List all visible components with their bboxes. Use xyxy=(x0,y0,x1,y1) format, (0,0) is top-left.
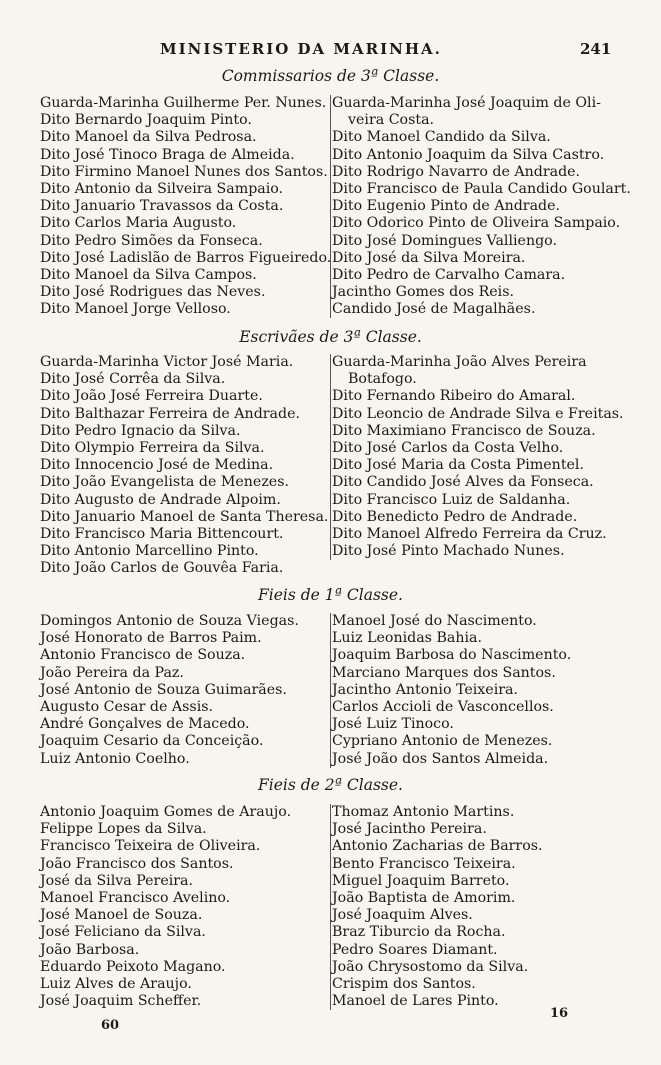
section-fieis-1-left-column xyxy=(40,613,325,768)
name-entry: Dito Candido José Alves da Fonseca. xyxy=(332,474,594,491)
name-entry: Dito Maximiano Francisco de Souza. xyxy=(332,422,596,439)
section-title-commissarios: Commissarios de 3ª Classe. xyxy=(221,67,440,85)
name-entry: Dito Olympio Ferreira da Silva. xyxy=(40,439,265,456)
name-entry: José Joaquim Alves. xyxy=(332,907,473,924)
name-entry: Pedro Soares Diamant. xyxy=(332,941,498,958)
name-entry: João Pereira da Paz. xyxy=(40,664,184,681)
name-entry: Dito Bernardo Joaquim Pinto. xyxy=(40,112,252,129)
name-entry: Marciano Marques dos Santos. xyxy=(332,664,556,681)
name-entry: José Feliciano da Silva. xyxy=(40,924,206,941)
section-fieis-2-left-column xyxy=(40,804,325,1010)
name-entry: Cypriano Antonio de Menezes. xyxy=(332,733,553,750)
name-entry: Domingos Antonio de Souza Viegas. xyxy=(40,613,299,629)
name-entry: José Antonio de Souza Guimarães. xyxy=(40,681,287,698)
name-entry: Dito Pedro de Carvalho Camara. xyxy=(332,266,566,283)
name-entry: Miguel Joaquim Barreto. xyxy=(332,872,510,889)
name-entry: Manoel Francisco Avelino. xyxy=(40,889,231,906)
page-number: 241 xyxy=(580,40,612,58)
name-entry: Dito Francisco de Paula Candido Goulart. xyxy=(332,180,631,197)
name-entry: Dito Francisco Maria Bittencourt. xyxy=(40,525,284,542)
name-entry: Dito João José Ferreira Duarte. xyxy=(40,388,263,405)
name-entry: Guarda-Marinha Guilherme Per. Nunes. xyxy=(40,95,327,111)
name-entry: Augusto Cesar de Assis. xyxy=(40,698,214,715)
name-entry: Carlos Accioli de Vasconcellos. xyxy=(332,698,554,715)
name-entry: Dito José Tinoco Braga de Almeida. xyxy=(40,146,295,163)
name-entry: José Honorato de Barros Paim. xyxy=(40,630,262,647)
name-entry: Guarda-Marinha José Joaquim de Oli- xyxy=(332,95,601,111)
name-entry: Botafogo. xyxy=(348,371,417,388)
name-entry: Dito José da Silva Moreira. xyxy=(332,249,526,266)
name-entry: José da Silva Pereira. xyxy=(40,872,194,889)
name-entry: Braz Tiburcio da Rocha. xyxy=(332,924,506,941)
name-entry: Dito Fernando Ribeiro do Amaral. xyxy=(332,388,576,405)
name-entry: Dito João Carlos de Gouvêa Faria. xyxy=(40,560,284,577)
name-entry: Crispim dos Santos. xyxy=(332,975,476,992)
name-entry: João Chrysostomo da Silva. xyxy=(332,958,529,975)
name-entry: Dito Pedro Ignacio da Silva. xyxy=(40,422,241,439)
name-entry: Luiz Leonidas Bahia. xyxy=(332,630,482,647)
name-entry: Francisco Teixeira de Oliveira. xyxy=(40,838,261,855)
name-entry: Dito Antonio da Silveira Sampaio. xyxy=(40,180,284,197)
name-entry: Dito Rodrigo Navarro de Andrade. xyxy=(332,163,581,180)
name-entry: José João dos Santos Almeida. xyxy=(332,750,549,767)
name-entry: Joaquim Barbosa do Nascimento. xyxy=(332,647,572,664)
name-entry: Dito Januario Manoel de Santa Theresa. xyxy=(40,508,329,525)
name-entry: Dito Januario Travassos da Costa. xyxy=(40,198,284,215)
name-entry: Dito Carlos Maria Augusto. xyxy=(40,215,237,232)
name-entry: Dito Odorico Pinto de Oliveira Sampaio. xyxy=(332,215,621,232)
name-entry: Dito Francisco Luiz de Saldanha. xyxy=(332,491,571,508)
name-entry: Dito José Maria da Costa Pimentel. xyxy=(332,457,584,474)
name-entry: Luiz Alves de Araujo. xyxy=(40,975,192,992)
section-title-fieis-1: Fieis de 1ª Classe. xyxy=(258,586,403,604)
name-entry: Luiz Antonio Coelho. xyxy=(40,750,190,767)
name-entry: Guarda-Marinha Victor José Maria. xyxy=(40,354,294,370)
footer-left-number: 60 xyxy=(101,1018,120,1033)
section-fieis-1-right-column xyxy=(330,613,632,768)
name-entry: Dito José Corrêa da Silva. xyxy=(40,371,226,388)
name-entry: Dito Pedro Simões da Fonseca. xyxy=(40,232,263,249)
page-title: MINISTERIO DA MARINHA. xyxy=(160,40,442,58)
name-entry: Dito Firmino Manoel Nunes dos Santos. xyxy=(40,163,328,180)
name-entry: Dito Innocencio José de Medina. xyxy=(40,457,274,474)
name-entry: Dito Eugenio Pinto de Andrade. xyxy=(332,198,561,215)
section-title-fieis-2: Fieis de 2ª Classe. xyxy=(258,776,403,794)
name-entry: José Joaquim Scheffer. xyxy=(40,993,202,1010)
name-entry: Dito Manoel Candido da Silva. xyxy=(332,129,551,146)
section-commissarios-right-column xyxy=(330,95,632,318)
name-entry: André Gonçalves de Macedo. xyxy=(40,716,250,733)
page-header xyxy=(0,40,661,64)
name-entry: Jacintho Gomes dos Reis. xyxy=(332,284,514,301)
name-entry: Guarda-Marinha João Alves Pereira xyxy=(332,354,587,370)
name-entry: Dito João Evangelista de Menezes. xyxy=(40,474,289,491)
name-entry: Dito Manoel da Silva Campos. xyxy=(40,266,257,283)
name-entry: João Barbosa. xyxy=(40,941,140,958)
name-entry: Dito José Domingues Valliengo. xyxy=(332,232,557,249)
name-entry: Manoel José do Nascimento. xyxy=(332,613,537,629)
name-entry: João Francisco dos Santos. xyxy=(40,855,234,872)
name-entry: Dito Leoncio de Andrade Silva e Freitas. xyxy=(332,405,624,422)
name-entry: Antonio Joaquim Gomes de Araujo. xyxy=(40,804,292,820)
name-entry: Felippe Lopes da Silva. xyxy=(40,821,207,838)
name-entry: Eduardo Peixoto Magano. xyxy=(40,958,226,975)
section-fieis-2-right-column xyxy=(330,804,632,1010)
name-entry: veira Costa. xyxy=(348,112,435,129)
footer-right-number: 16 xyxy=(550,1006,569,1021)
name-entry: Dito José Carlos da Costa Velho. xyxy=(332,439,564,456)
name-entry: José Luiz Tinoco. xyxy=(332,716,454,733)
name-entry: Dito Benedicto Pedro de Andrade. xyxy=(332,508,578,525)
name-entry: José Jacintho Pereira. xyxy=(332,821,487,838)
name-entry: Dito Manoel Jorge Velloso. xyxy=(40,301,231,318)
name-entry: Antonio Francisco de Souza. xyxy=(40,647,246,664)
name-entry: José Manoel de Souza. xyxy=(40,907,203,924)
name-entry: Candido José de Magalhães. xyxy=(332,301,536,318)
name-entry: Dito José Rodrigues das Neves. xyxy=(40,284,266,301)
name-entry: Jacintho Antonio Teixeira. xyxy=(332,681,518,698)
name-entry: João Baptista de Amorim. xyxy=(332,889,516,906)
name-entry: Dito Balthazar Ferreira de Andrade. xyxy=(40,405,301,422)
name-entry: Dito Antonio Marcellino Pinto. xyxy=(40,543,259,560)
name-entry: Bento Francisco Teixeira. xyxy=(332,855,516,872)
name-entry: Dito José Pinto Machado Nunes. xyxy=(332,543,565,560)
name-entry: Dito Manoel Alfredo Ferreira da Cruz. xyxy=(332,525,607,542)
name-entry: Antonio Zacharias de Barros. xyxy=(332,838,543,855)
section-escrivaes-right-column xyxy=(330,354,632,560)
name-entry: Thomaz Antonio Martins. xyxy=(332,804,515,820)
section-escrivaes-left-column xyxy=(40,354,329,577)
name-entry: Dito Augusto de Andrade Alpoim. xyxy=(40,491,281,508)
name-entry: Dito Manoel da Silva Pedrosa. xyxy=(40,129,257,146)
name-entry: Dito José Ladislão de Barros Figueiredo. xyxy=(40,249,332,266)
name-entry: Dito Antonio Joaquim da Silva Castro. xyxy=(332,146,605,163)
section-commissarios-left-column xyxy=(40,95,332,318)
name-entry: Manoel de Lares Pinto. xyxy=(332,993,499,1010)
section-title-escrivaes: Escrivães de 3ª Classe. xyxy=(239,328,422,346)
name-entry: Joaquim Cesario da Conceição. xyxy=(40,733,264,750)
